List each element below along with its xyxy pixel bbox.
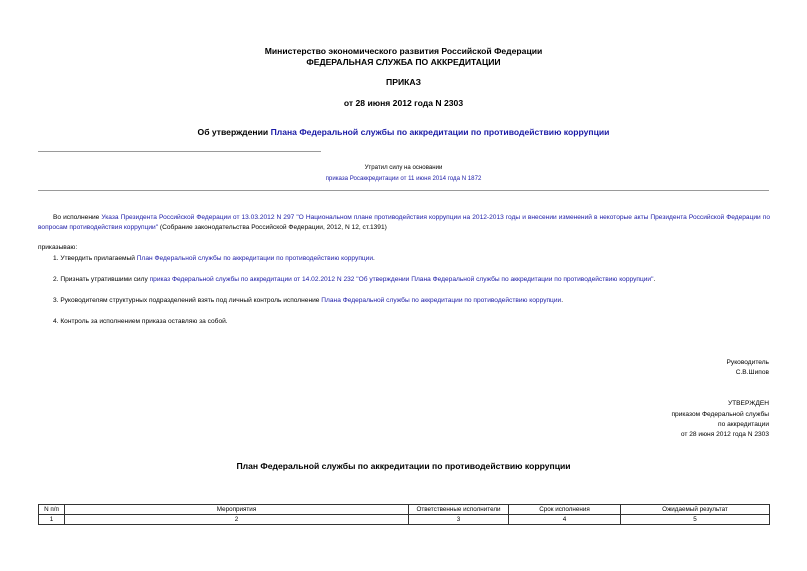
preamble-source: (Собрание законодательства Российской Федерации, 2012, N 12, ст.1391) xyxy=(158,223,387,231)
header-result: Ожидаемый результат xyxy=(621,505,770,515)
signature-name: С.В.Шипов xyxy=(735,369,769,376)
item-2-text: 2. Признать утратившими силу xyxy=(53,276,150,283)
item-1-text: 1. Утвердить прилагаемый xyxy=(53,255,137,262)
item-3-end: . xyxy=(561,297,564,304)
header-deadline: Срок исполнения xyxy=(509,505,621,515)
preamble-text: Во исполнение xyxy=(53,214,102,221)
item-1 xyxy=(38,254,770,264)
plan-table xyxy=(38,504,770,525)
title-link[interactable]: Плана Федеральной службы по аккредитации по противодействию коррупции xyxy=(270,127,610,137)
decree-link[interactable]: Указа Президента Российской Федерации от 13.03.2012 N 297 "О Национальном плане противодействия коррупции на 2012-2013 годы и внесении изменений в некоторые акты Президента Российской Федерации по вопросам противодействия коррупции" xyxy=(38,214,770,231)
header-executors: Ответственные исполнители xyxy=(409,505,509,515)
approval-line-1: приказом Федеральной службы xyxy=(671,411,769,418)
title-prefix: Об утверждении xyxy=(197,127,271,137)
item-2-link[interactable]: приказ Федеральной службы по аккредитации от 14.02.2012 N 232 "Об утверждении Плана Федеральной службы по аккредитации по противодействию коррупции" xyxy=(149,276,654,283)
item-3 xyxy=(38,296,770,306)
col-number-4: 4 xyxy=(509,515,621,525)
col-number-1: 1 xyxy=(39,515,65,525)
header-measures: Мероприятия xyxy=(65,505,409,515)
item-1-end: . xyxy=(373,255,375,262)
divider-long xyxy=(38,190,769,191)
document-date: от 28 июня 2012 года N 2303 xyxy=(343,98,464,108)
table-row xyxy=(39,515,770,525)
repeal-link[interactable]: приказа Росаккредитации от 11 июня 2014 года N 1872 xyxy=(325,175,482,182)
order-word: приказываю: xyxy=(38,244,78,251)
approval-title: УТВЕРЖДЕН xyxy=(727,400,769,407)
approval-line-3: от 28 июня 2012 года N 2303 xyxy=(680,431,769,438)
approval-line-2: по аккредитации xyxy=(718,421,769,428)
item-3-text: 3. Руководителям структурных подразделений взять под личный контроль исполнение xyxy=(53,297,322,304)
table-header-row xyxy=(39,505,770,515)
ministry-name: Министерство экономического развития Российской Федерации xyxy=(264,46,543,56)
col-number-2: 2 xyxy=(65,515,409,525)
service-name: ФЕДЕРАЛЬНАЯ СЛУЖБА ПО АККРЕДИТАЦИИ xyxy=(306,57,501,67)
document-title xyxy=(0,127,807,137)
item-3-link[interactable]: Плана Федеральной службы по аккредитации по противодействию коррупции xyxy=(321,297,562,304)
item-4: 4. Контроль за исполнением приказа оставляю за собой. xyxy=(53,318,228,325)
item-1-link[interactable]: План Федеральной службы по аккредитации по противодействию коррупции xyxy=(136,255,374,262)
item-2-end: . xyxy=(653,276,656,283)
plan-title: План Федеральной службы по аккредитации по противодействию коррупции xyxy=(236,461,571,471)
repeal-link-row xyxy=(0,175,807,183)
document-type: ПРИКАЗ xyxy=(386,77,421,87)
divider-short xyxy=(38,151,321,152)
col-number-3: 3 xyxy=(409,515,509,525)
repeal-note: Утратил силу на основании xyxy=(364,164,443,171)
col-number-5: 5 xyxy=(621,515,770,525)
item-2 xyxy=(38,275,770,285)
header-number: N п/п xyxy=(39,505,65,515)
signature-role: Руководитель xyxy=(726,359,769,366)
preamble xyxy=(38,213,770,232)
